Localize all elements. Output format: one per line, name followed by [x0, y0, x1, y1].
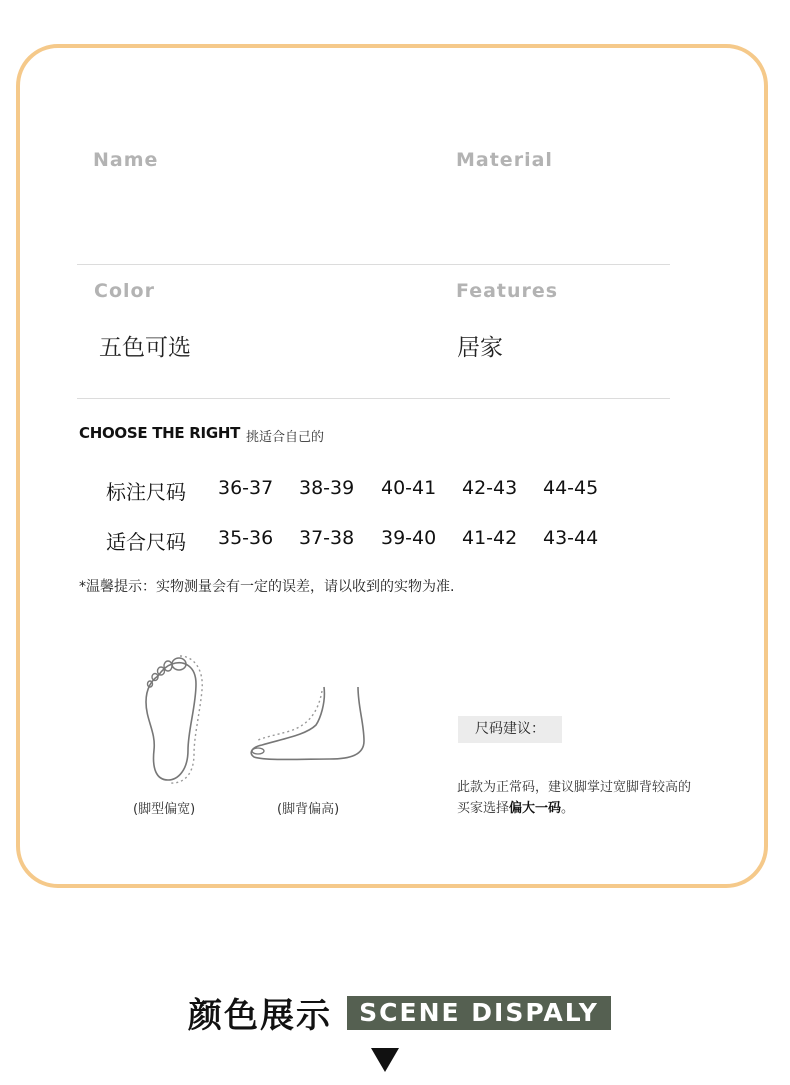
size-cell: 35-36	[218, 527, 274, 549]
size-advice-emphasis: 偏大一码	[509, 801, 562, 816]
name-label: Name	[93, 149, 159, 171]
size-cell: 37-38	[299, 527, 355, 549]
size-cell: 44-45	[543, 477, 599, 499]
size-cell: 36-37	[218, 477, 274, 499]
features-value: 居家	[457, 335, 503, 361]
material-label: Material	[456, 149, 553, 171]
size-guide-title: CHOOSE THE RIGHT	[79, 424, 241, 442]
size-guide-subtitle: 挑适合自己的	[246, 430, 325, 445]
color-value: 五色可选	[99, 335, 191, 361]
divider-top	[77, 264, 670, 265]
wide-foot-caption: (脚型偏宽)	[133, 802, 196, 817]
down-arrow-icon	[371, 1048, 399, 1072]
scene-display-badge: SCENE DISPALY	[347, 996, 611, 1030]
size-cell: 43-44	[543, 527, 599, 549]
size-advice-badge: 尺码建议：	[458, 716, 562, 743]
divider-bottom	[77, 398, 670, 399]
color-display-title: 颜色展示	[188, 996, 332, 1036]
color-label: Color	[94, 280, 155, 302]
labeled-size-row-label: 标注尺码	[106, 480, 186, 504]
size-advice-text: 此款为正常码，建议脚掌过宽脚背较高的买家选择偏大一码。	[457, 780, 692, 816]
high-instep-caption: (脚背偏高)	[277, 802, 340, 817]
high-instep-foot-icon	[246, 683, 371, 765]
measurement-tip: *温馨提示：实物测量会有一定的误差，请以收到的实物为准.	[79, 579, 455, 595]
size-cell: 41-42	[462, 527, 518, 549]
size-cell: 42-43	[462, 477, 518, 499]
fit-size-row-label: 适合尺码	[106, 530, 186, 554]
size-cell: 40-41	[381, 477, 437, 499]
size-cell: 39-40	[381, 527, 437, 549]
size-cell: 38-39	[299, 477, 355, 499]
features-label: Features	[456, 280, 559, 302]
wide-foot-icon	[138, 650, 208, 785]
